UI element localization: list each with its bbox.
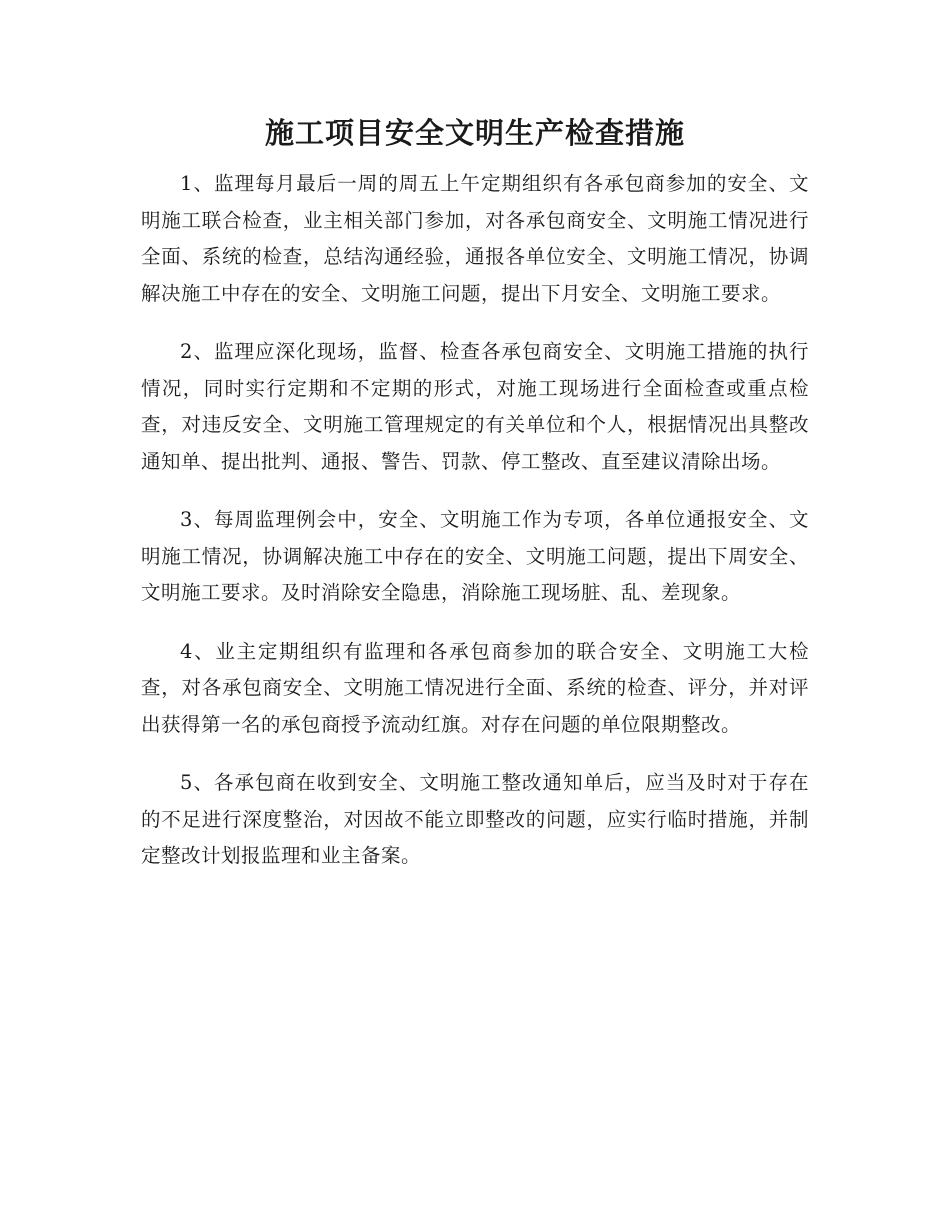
document-body — [141, 166, 809, 897]
paragraph-1: 1、监理每月最后一周的周五上午定期组织有各承包商参加的安全、文明施工联合检查，业主相关部门参加，对各承包商安全、文明施工情况进行全面、系统的检查，总结沟通经验，通报各单位安全、文明施工情况，协调解决施工中存在的安全、文明施工问题，提出下月安全、文明施工要求。 — [141, 172, 809, 305]
paragraph-4: 4、业主定期组织有监理和各承包商参加的联合安全、文明施工大检查，对各承包商安全、文明施工情况进行全面、系统的检查、评分，并对评出获得第一名的承包商授予流动红旗。对存在问题的单位限期整改。 — [141, 639, 809, 736]
paragraph-2: 2、监理应深化现场，监督、检查各承包商安全、文明施工措施的执行情况，同时实行定期和不定期的形式，对施工现场进行全面检查或重点检查，对违反安全、文明施工管理规定的有关单位和个人，根据情况出具整改通知单、提出批判、通报、警告、罚款、停工整改、直至建议清除出场。 — [141, 340, 809, 473]
paragraph-3: 3、每周监理例会中，安全、文明施工作为专项，各单位通报安全、文明施工情况，协调解决施工中存在的安全、文明施工问题，提出下周安全、文明施工要求。及时消除安全隐患，消除施工现场脏、乱、差现象。 — [141, 508, 809, 604]
paragraph-5: 5、各承包商在收到安全、文明施工整改通知单后，应当及时对于存在的不足进行深度整治，对因故不能立即整改的问题，应实行临时措施，并制定整改计划报监理和业主备案。 — [141, 771, 809, 867]
document-title: 施工项目安全文明生产检查措施 — [264, 116, 685, 150]
